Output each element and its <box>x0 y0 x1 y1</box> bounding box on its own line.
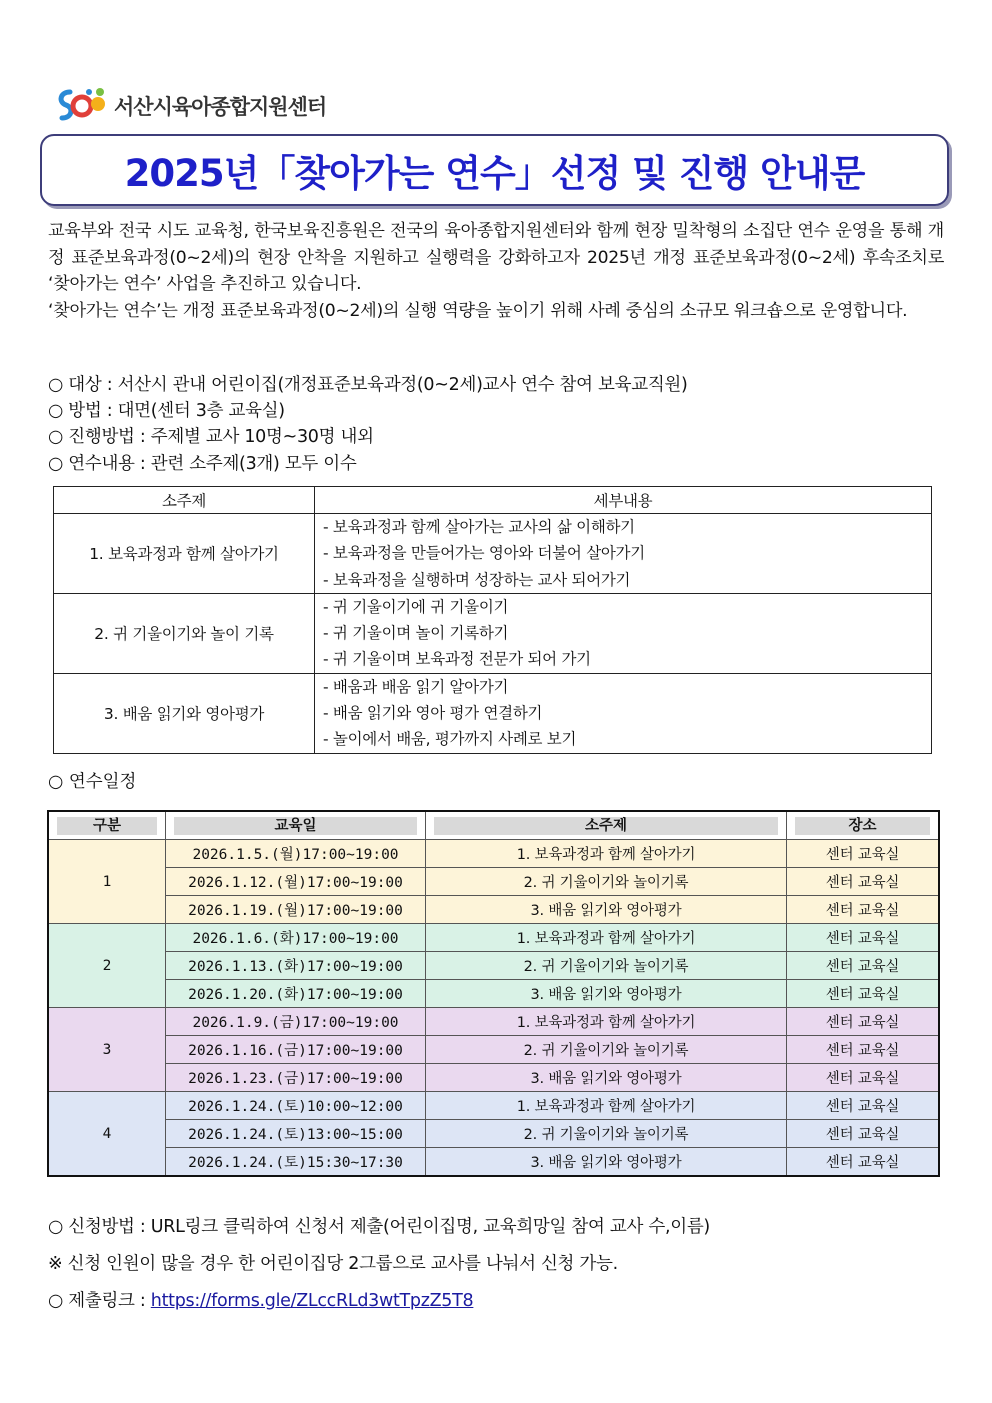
date-cell: 2026.1.20.(화)17:00~19:00 <box>166 980 426 1008</box>
table-row <box>54 514 932 594</box>
topic-cell: 2. 귀 기울이기와 놀이기록 <box>426 1120 787 1148</box>
schedule-row <box>48 952 939 980</box>
place-cell: 센터 교육실 <box>787 1092 940 1120</box>
schedule-header-row <box>48 811 939 840</box>
topic-cell: 2. 귀 기울이기와 놀이기록 <box>426 952 787 980</box>
place-cell: 센터 교육실 <box>787 896 940 924</box>
date-cell: 2026.1.9.(금)17:00~19:00 <box>166 1008 426 1036</box>
schedule-title: ○ 연수일정 <box>48 772 137 792</box>
schedule-row <box>48 868 939 896</box>
title-box <box>40 134 949 206</box>
topic-cell: 3. 배움 읽기와 영아평가 <box>426 1064 787 1092</box>
date-cell: 2026.1.24.(토)13:00~15:00 <box>166 1120 426 1148</box>
date-cell: 2026.1.5.(월)17:00~19:00 <box>166 840 426 868</box>
bullet-process: ○ 진행방법 : 주제별 교사 10명~30명 내외 <box>48 427 374 448</box>
group-cell: 3 <box>48 1008 166 1092</box>
footer <box>48 1209 710 1320</box>
topic-cell: 3. 배움 읽기와 영아평가 <box>426 1148 787 1177</box>
submit-link-label: ○ 제출링크 : <box>48 1291 151 1311</box>
column-header: 세부내용 <box>315 487 932 514</box>
schedule-row <box>48 896 939 924</box>
place-cell: 센터 교육실 <box>787 952 940 980</box>
schedule-row <box>48 840 939 868</box>
bullet-method: ○ 방법 : 대면(센터 3층 교육실) <box>48 401 285 422</box>
group-cell: 2 <box>48 924 166 1008</box>
org-logo-icon <box>56 86 108 126</box>
bullet-content: ○ 연수내용 : 관련 소주제(3개) 모두 이수 <box>48 453 357 474</box>
schedule-row <box>48 924 939 952</box>
details-cell <box>315 673 932 753</box>
detail-item: - 귀 기울이기에 귀 기울이기 <box>323 597 509 616</box>
apply-method: ○ 신청방법 : URL링크 클릭하여 신청서 제출(어린이집명, 교육희망일 참여 교사 수,이름) <box>48 1217 710 1237</box>
detail-item: - 귀 기울이며 보육과정 전문가 되어 가기 <box>323 650 591 669</box>
schedule-row <box>48 1092 939 1120</box>
topic-cell: 3. 배움 읽기와 영아평가 <box>54 673 315 753</box>
info-bullets <box>48 372 948 477</box>
bullet-target: ○ 대상 : 서산시 관내 어린이집(개정표준보육과정(0~2세)교사 연수 참여 보육교직원) <box>48 375 688 395</box>
schedule-row <box>48 1008 939 1036</box>
date-cell: 2026.1.24.(토)15:30~17:30 <box>166 1148 426 1177</box>
place-cell: 센터 교육실 <box>787 840 940 868</box>
topic-table <box>53 486 932 754</box>
date-cell: 2026.1.23.(금)17:00~19:00 <box>166 1064 426 1092</box>
detail-item: - 보육과정을 만들어가는 영아와 더불어 살아가기 <box>323 544 645 563</box>
table-row <box>54 593 932 673</box>
place-cell: 센터 교육실 <box>787 1148 940 1177</box>
place-cell: 센터 교육실 <box>787 1036 940 1064</box>
detail-item: - 보육과정을 실행하며 성장하는 교사 되어가기 <box>323 570 631 589</box>
group-cell: 1 <box>48 840 166 924</box>
org-logo <box>56 86 326 126</box>
column-header: 교육일 <box>166 811 426 840</box>
detail-item: - 배움과 배움 읽기 알아가기 <box>323 677 509 696</box>
date-cell: 2026.1.16.(금)17:00~19:00 <box>166 1036 426 1064</box>
intro-text <box>48 218 944 324</box>
submit-link-line <box>48 1283 710 1320</box>
place-cell: 센터 교육실 <box>787 868 940 896</box>
detail-item: - 보육과정과 함께 살아가는 교사의 삶 이해하기 <box>323 518 635 536</box>
schedule-row <box>48 1064 939 1092</box>
place-cell: 센터 교육실 <box>787 980 940 1008</box>
place-cell: 센터 교육실 <box>787 1008 940 1036</box>
column-header: 소주제 <box>54 487 315 514</box>
submit-link[interactable]: https://forms.gle/ZLccRLd3wtTpzZ5T8 <box>150 1291 474 1311</box>
topic-cell: 1. 보육과정과 함께 살아가기 <box>426 840 787 868</box>
schedule-table <box>47 810 940 1177</box>
schedule-body <box>48 840 939 1177</box>
schedule-row <box>48 1036 939 1064</box>
topic-cell: 2. 귀 기울이기와 놀이기록 <box>426 1036 787 1064</box>
topic-cell: 2. 귀 기울이기와 놀이기록 <box>426 868 787 896</box>
topic-cell: 1. 보육과정과 함께 살아가기 <box>426 1092 787 1120</box>
detail-item: - 놀이에서 배움, 평가까지 사례로 보기 <box>323 730 577 749</box>
detail-item: - 배움 읽기와 영아 평가 연결하기 <box>323 704 543 723</box>
topic-cell: 1. 보육과정과 함께 살아가기 <box>426 924 787 952</box>
topic-cell: 3. 배움 읽기와 영아평가 <box>426 980 787 1008</box>
date-cell: 2026.1.6.(화)17:00~19:00 <box>166 924 426 952</box>
intro-paragraph-1: 교육부와 전국 시도 교육청, 한국보육진흥원은 전국의 육아종합지원센터와 함께 현장 밀착형의 소집단 연수 운영을 통해 개정 표준보육과정(0~2세)의 현장 안착을 지원하고 실행력을 강화하고자 2025년 개정 표준보육과정(0~2세) 후속조치로 ‘찾아가는 연수’ 사업을 추진하고 있습니다. <box>48 221 944 294</box>
topic-cell: 1. 보육과정과 함께 살아가기 <box>54 514 315 594</box>
place-cell: 센터 교육실 <box>787 1064 940 1092</box>
details-cell <box>315 514 932 594</box>
column-header: 구분 <box>48 811 166 840</box>
date-cell: 2026.1.13.(화)17:00~19:00 <box>166 952 426 980</box>
topic-cell: 1. 보육과정과 함께 살아가기 <box>426 1008 787 1036</box>
apply-note: ※ 신청 인원이 많을 경우 한 어린이집당 2그룹으로 교사를 나눠서 신청 가능. <box>48 1254 618 1274</box>
date-cell: 2026.1.12.(월)17:00~19:00 <box>166 868 426 896</box>
topic-cell: 2. 귀 기울이기와 놀이 기록 <box>54 593 315 673</box>
place-cell: 센터 교육실 <box>787 924 940 952</box>
details-cell <box>315 593 932 673</box>
schedule-row <box>48 1120 939 1148</box>
topic-cell: 3. 배움 읽기와 영아평가 <box>426 896 787 924</box>
date-cell: 2026.1.19.(월)17:00~19:00 <box>166 896 426 924</box>
detail-item: - 귀 기울이며 놀이 기록하기 <box>323 624 509 643</box>
schedule-row <box>48 1148 939 1177</box>
group-cell: 4 <box>48 1092 166 1177</box>
table-header-row <box>54 487 932 514</box>
date-cell: 2026.1.24.(토)10:00~12:00 <box>166 1092 426 1120</box>
org-name: 서산시육아종합지원센터 <box>114 95 327 119</box>
intro-paragraph-2: ‘찾아가는 연수’는 개정 표준보육과정(0~2세)의 실행 역량을 높이기 위해 사례 중심의 소규모 워크숍으로 운영합니다. <box>48 300 908 321</box>
schedule-row <box>48 980 939 1008</box>
page-title: 2025년「찾아가는 연수」선정 및 진행 안내문 <box>124 152 865 195</box>
column-header: 장소 <box>787 811 940 840</box>
table-row <box>54 673 932 753</box>
place-cell: 센터 교육실 <box>787 1120 940 1148</box>
column-header: 소주제 <box>426 811 787 840</box>
